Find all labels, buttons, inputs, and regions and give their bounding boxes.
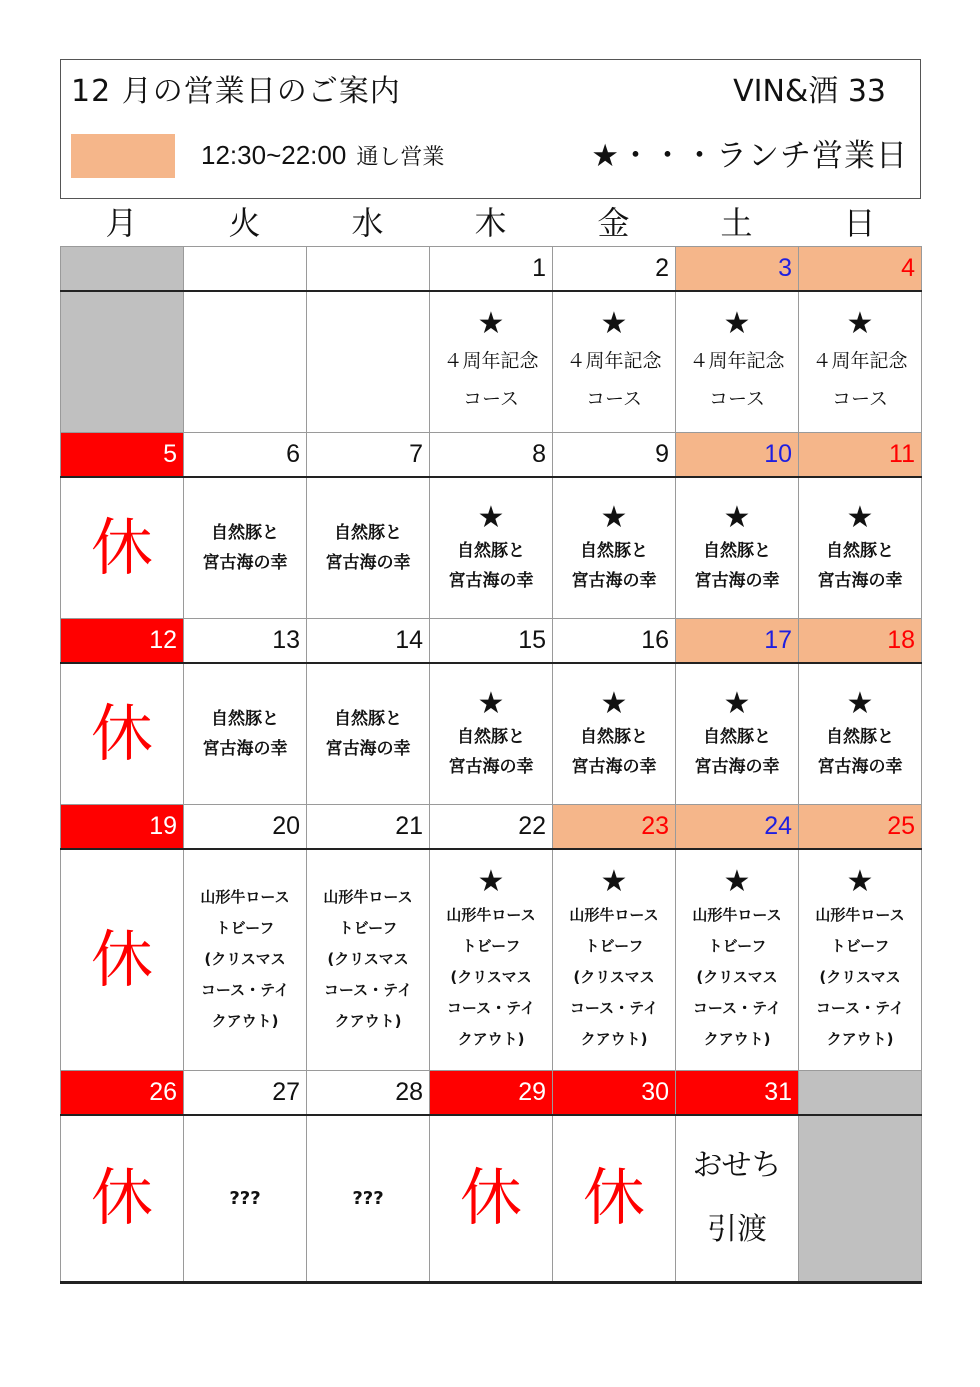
menu-label: 自然豚と 宮古海の幸 <box>817 726 903 777</box>
date-cell: 10 <box>676 433 799 477</box>
date-cell: 13 <box>184 619 307 663</box>
content-row <box>61 663 922 805</box>
day-cell <box>676 291 799 433</box>
header-box <box>60 59 921 199</box>
lunch-star-icon: ★ <box>477 685 505 721</box>
day-cell <box>430 1115 553 1283</box>
lunch-star-icon: ★ <box>723 499 751 535</box>
hours-time: 12:30~22:00 <box>201 140 347 170</box>
menu-label: 山形牛ロース トビーフ (クリスマス コース・テイ クアウト) <box>692 906 782 1049</box>
lunch-star-icon: ★ <box>846 499 874 535</box>
date-cell: 21 <box>307 805 430 849</box>
date-cell: 27 <box>184 1071 307 1115</box>
date-cell: 29 <box>430 1071 553 1115</box>
day-cell <box>799 291 922 433</box>
menu-label: ４周年記念 コース <box>443 349 539 410</box>
date-cell <box>184 247 307 291</box>
day-cell <box>799 477 922 619</box>
day-cell <box>553 663 676 805</box>
hours-note: 通し営業 <box>356 145 445 170</box>
day-cell <box>676 663 799 805</box>
day-cell <box>676 477 799 619</box>
content-row <box>61 477 922 619</box>
menu-label: 山形牛ロース トビーフ (クリスマス コース・テイ クアウト) <box>200 888 290 1031</box>
lunch-star-icon: ★ <box>600 499 628 535</box>
date-cell: 2 <box>553 247 676 291</box>
menu-label: 自然豚と 宮古海の幸 <box>202 522 288 573</box>
closed-label: 休 <box>582 1161 645 1235</box>
lunch-star-icon: ★ <box>600 685 628 721</box>
date-cell: 14 <box>307 619 430 663</box>
closed-label: 休 <box>90 510 153 584</box>
date-cell: 17 <box>676 619 799 663</box>
day-cell <box>553 849 676 1071</box>
day-cell <box>553 291 676 433</box>
weekday-header <box>60 200 921 246</box>
date-cell: 16 <box>553 619 676 663</box>
date-cell: 30 <box>553 1071 676 1115</box>
day-cell <box>184 663 307 805</box>
date-cell: 15 <box>430 619 553 663</box>
day-cell <box>184 849 307 1071</box>
day-cell <box>799 1115 922 1283</box>
day-cell <box>61 291 184 433</box>
date-cell: 6 <box>184 433 307 477</box>
day-cell <box>307 1115 430 1283</box>
menu-label: 自然豚と 宮古海の幸 <box>325 708 411 759</box>
menu-label: 自然豚と 宮古海の幸 <box>325 522 411 573</box>
lunch-star-icon: ★ <box>723 685 751 721</box>
day-cell <box>61 1115 184 1283</box>
calendar-grid <box>60 246 922 1284</box>
menu-label: 自然豚と 宮古海の幸 <box>202 708 288 759</box>
day-cell <box>184 477 307 619</box>
day-cell <box>307 291 430 433</box>
date-cell: 3 <box>676 247 799 291</box>
lunch-star-icon: ★ <box>846 685 874 721</box>
day-cell <box>307 849 430 1071</box>
date-cell: 7 <box>307 433 430 477</box>
lunch-star-icon: ★ <box>477 305 505 341</box>
lunch-star-icon: ★ <box>600 305 628 341</box>
menu-label: ４周年記念 コース <box>689 349 785 410</box>
closed-label: 休 <box>459 1161 522 1235</box>
date-cell: 31 <box>676 1071 799 1115</box>
lunch-star-icon: ★ <box>477 864 505 900</box>
menu-label: 山形牛ロース トビーフ (クリスマス コース・テイ クアウト) <box>323 888 413 1031</box>
menu-label: ４周年記念 コース <box>566 349 662 410</box>
day-cell <box>184 1115 307 1283</box>
weekday-thu: 木 <box>474 204 507 242</box>
day-cell <box>799 663 922 805</box>
date-cell <box>307 247 430 291</box>
day-cell <box>307 477 430 619</box>
date-cell: 25 <box>799 805 922 849</box>
weekday-fri: 金 <box>597 204 630 242</box>
day-cell <box>184 291 307 433</box>
date-cell: 22 <box>430 805 553 849</box>
lunch-legend: ★・・・ランチ営業日 <box>591 138 908 174</box>
content-row <box>61 849 922 1071</box>
menu-label: 山形牛ロース トビーフ (クリスマス コース・テイ クアウト) <box>815 906 905 1049</box>
content-row <box>61 1115 922 1283</box>
page-title: 12 月の営業日のご案内 <box>71 74 401 109</box>
date-cell <box>799 1071 922 1115</box>
day-cell <box>307 663 430 805</box>
date-cell <box>61 247 184 291</box>
day-cell <box>430 849 553 1071</box>
day-cell <box>61 849 184 1071</box>
day-cell <box>553 477 676 619</box>
menu-label: 自然豚と 宮古海の幸 <box>448 540 534 591</box>
hours-color-swatch <box>71 134 175 178</box>
weekday-sun: 日 <box>843 204 876 242</box>
closed-label: 休 <box>90 922 153 996</box>
lunch-star-icon: ★ <box>723 864 751 900</box>
closed-label: 休 <box>90 696 153 770</box>
date-cell: 26 <box>61 1071 184 1115</box>
lunch-star-icon: ★ <box>723 305 751 341</box>
weekday-mon: 月 <box>105 204 138 242</box>
menu-label: 山形牛ロース トビーフ (クリスマス コース・テイ クアウト) <box>446 906 536 1049</box>
date-cell: 4 <box>799 247 922 291</box>
day-cell <box>430 663 553 805</box>
day-cell <box>799 849 922 1071</box>
osechi-label: おせち 引渡 <box>692 1148 782 1248</box>
menu-label: 自然豚と 宮古海の幸 <box>571 540 657 591</box>
date-cell: 1 <box>430 247 553 291</box>
menu-label: 自然豚と 宮古海の幸 <box>694 540 780 591</box>
unknown-label: ??? <box>229 1187 261 1209</box>
content-row <box>61 291 922 433</box>
day-cell <box>553 1115 676 1283</box>
lunch-star-icon: ★ <box>477 499 505 535</box>
lunch-star-icon: ★ <box>846 864 874 900</box>
menu-label: 自然豚と 宮古海の幸 <box>448 726 534 777</box>
date-row <box>61 247 922 291</box>
day-cell <box>61 663 184 805</box>
day-cell <box>430 291 553 433</box>
date-cell: 20 <box>184 805 307 849</box>
menu-label: 山形牛ロース トビーフ (クリスマス コース・テイ クアウト) <box>569 906 659 1049</box>
date-cell: 19 <box>61 805 184 849</box>
lunch-star-icon: ★ <box>846 305 874 341</box>
menu-label: 自然豚と 宮古海の幸 <box>694 726 780 777</box>
date-cell: 18 <box>799 619 922 663</box>
menu-label: 自然豚と 宮古海の幸 <box>817 540 903 591</box>
weekday-wed: 水 <box>351 204 384 242</box>
store-name: VIN&酒 33 <box>733 74 886 109</box>
date-cell: 5 <box>61 433 184 477</box>
day-cell <box>430 477 553 619</box>
menu-label: ４周年記念 コース <box>812 349 908 410</box>
date-row <box>61 619 922 663</box>
date-cell: 9 <box>553 433 676 477</box>
date-row <box>61 805 922 849</box>
day-cell <box>61 477 184 619</box>
date-cell: 12 <box>61 619 184 663</box>
date-cell: 23 <box>553 805 676 849</box>
date-row <box>61 1071 922 1115</box>
date-row <box>61 433 922 477</box>
menu-label: 自然豚と 宮古海の幸 <box>571 726 657 777</box>
day-cell <box>676 1115 799 1283</box>
weekday-tue: 火 <box>228 204 261 242</box>
day-cell <box>676 849 799 1071</box>
hours-legend <box>201 140 444 171</box>
date-cell: 24 <box>676 805 799 849</box>
date-cell: 28 <box>307 1071 430 1115</box>
date-cell: 8 <box>430 433 553 477</box>
closed-label: 休 <box>90 1161 153 1235</box>
date-cell: 11 <box>799 433 922 477</box>
weekday-sat: 土 <box>720 204 753 242</box>
unknown-label: ??? <box>352 1187 384 1209</box>
lunch-star-icon: ★ <box>600 864 628 900</box>
